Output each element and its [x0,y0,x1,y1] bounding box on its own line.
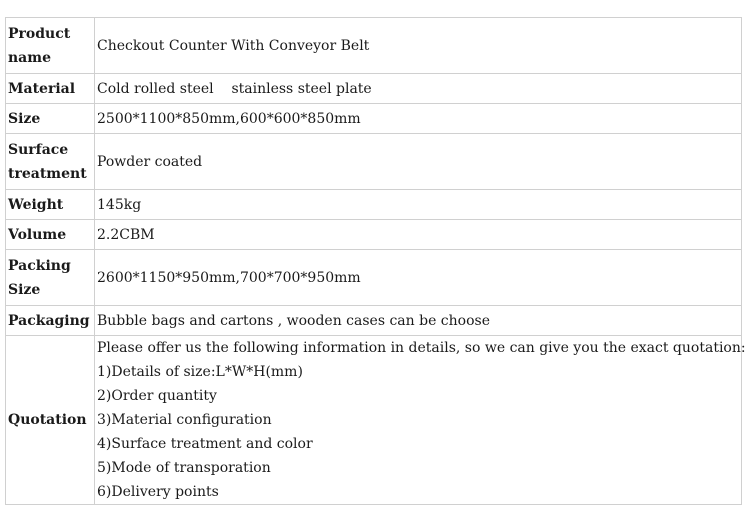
label-line: Size [8,281,41,298]
table-row [6,220,742,250]
row-value-volume [95,220,742,250]
value-text: 2600*1150*950mm,700*700*950mm [97,269,361,286]
row-value-packing-size [95,250,742,306]
value-text: 2.2CBM [97,226,155,243]
label-line: treatment [8,165,87,182]
quotation-line: 1)Details of size:L*W*H(mm) [97,364,303,380]
row-label-surface-treatment [6,134,95,190]
row-value-packaging [95,306,742,336]
row-label-material [6,74,95,104]
row-value-quotation [95,336,746,505]
label-line: Surface [8,141,69,158]
table-row [6,250,742,306]
table-row [6,190,742,220]
quotation-line: Please offer us the following information in details, so we can give you the exact quotation: [97,340,746,356]
table-row [6,74,742,104]
label-line: Packaging [8,312,90,329]
quotation-line: 3)Material configuration [97,412,272,428]
row-label-packing-size [6,250,95,306]
quotation-line: 6)Delivery points [97,484,219,500]
table-row [6,336,742,505]
product-spec-table [5,17,746,505]
row-label-volume [6,220,95,250]
label-line: Quotation [8,412,87,428]
row-value-product-name [95,18,742,74]
label-line: Material [8,80,76,97]
row-value-weight [95,190,742,220]
value-text: Cold rolled steel stainless steel plate [97,80,372,97]
row-label-size [6,104,95,134]
label-line: Size [8,110,41,127]
table-row [6,306,742,336]
value-text: 145kg [97,196,142,213]
table-row [6,104,742,134]
label-line: Product [8,25,71,42]
value-text: 2500*1100*850mm,600*600*850mm [97,110,361,127]
row-value-size [95,104,742,134]
label-line: Packing [8,257,71,274]
label-line: name [8,49,51,66]
row-value-material [95,74,742,104]
row-value-surface-treatment [95,134,742,190]
quotation-line: 2)Order quantity [97,388,217,404]
quotation-line: 4)Surface treatment and color [97,436,313,452]
row-label-weight [6,190,95,220]
table-row [6,18,742,74]
row-label-quotation [6,336,95,505]
label-line: Volume [8,226,67,243]
label-line: Weight [8,196,64,213]
row-label-product-name [6,18,95,74]
quotation-line: 5)Mode of transporation [97,460,271,476]
value-text: Bubble bags and cartons , wooden cases can be choose [97,312,490,329]
table-row [6,134,742,190]
row-label-packaging [6,306,95,336]
value-text: Powder coated [97,153,203,170]
value-text: Checkout Counter With Conveyor Belt [97,37,370,54]
